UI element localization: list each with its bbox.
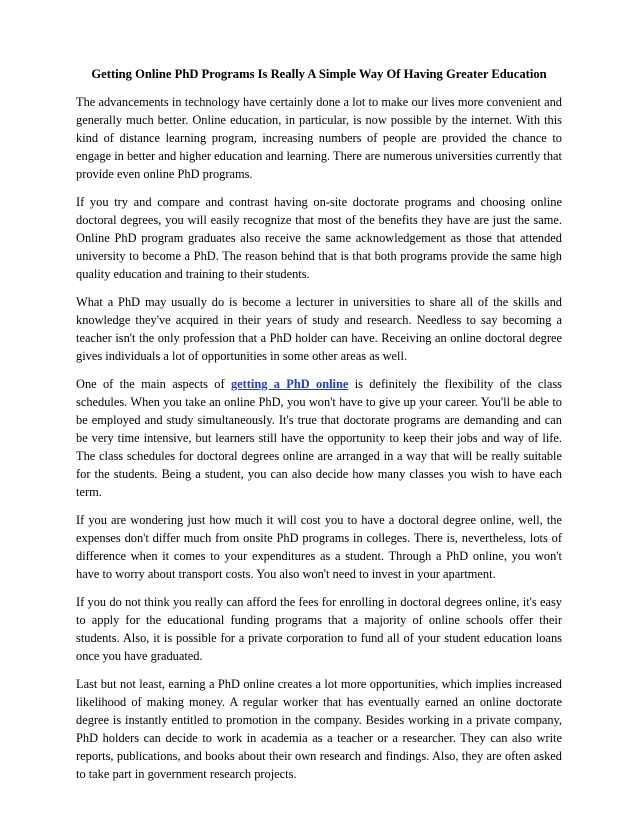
getting-phd-online-link[interactable]: getting a PhD online <box>230 376 349 391</box>
paragraph-5: If you are wondering just how much it will cost you to have a doctoral degree online, well, the expenses don't differ much from onsite PhD programs in colleges. There is, nevertheless, lots of difference when it comes to your expenditures as a student. Through a PhD online, you won't have to worry about transport costs. You also won't need to invest in your apartment. <box>76 512 562 582</box>
document-title: Getting Online PhD Programs Is Really A Simple Way Of Having Greater Education <box>91 67 547 81</box>
paragraph-6: If you do not think you really can afford the fees for enrolling in doctoral degrees online, it's easy to apply for the educational funding programs that a majority of online schools offer their students. Also, it is possible for a private corporation to fund all of your student education loans once you have graduated. <box>76 594 562 664</box>
paragraph-3: What a PhD may usually do is become a lecturer in universities to share all of the skills and knowledge they've acquired in their years of study and research. Needless to say becoming a teacher isn't the only profession that a PhD holder can have. Receiving an online doctoral degree gives individuals a lot of opportunities in some other areas as well. <box>76 294 562 364</box>
paragraph-1: The advancements in technology have certainly done a lot to make our lives more convenient and generally much better. Online education, in particular, is now possible by the internet. With this kind of distance learning program, increasing numbers of people are provided the chance to engage in better and higher education and learning. There are numerous universities currently that provide even online PhD programs. <box>76 95 562 182</box>
paragraph-4-lead: One of the main aspects of <box>76 376 231 391</box>
paragraph-4-rest: is definitely the flexibility of the class schedules. When you take an online PhD, you won't have to give up your career. You'll be able to be employed and study simultaneously. It's true that doctorate programs are demanding and can be very time intensive, but learners still have the opportunity to keep their jobs and way of life. The class schedules for doctoral degrees online are arranged in a way that will be really suitable for the students. Being a student, you can also decide how many classes you wish to have each term. <box>76 376 562 500</box>
paragraph-2: If you try and compare and contrast having on-site doctorate programs and choosing online doctoral degrees, you will easily recognize that most of the benefits they have are just the same. Online PhD program graduates also receive the same acknowledgement as those that attended university to become a PhD. The reason behind that is that both programs provide the same high quality education and training to their students. <box>76 194 562 282</box>
paragraph-4 <box>76 375 562 502</box>
document-page <box>76 66 562 793</box>
paragraph-7: Last but not least, earning a PhD online creates a lot more opportunities, which implies increased likelihood of making money. A regular worker that has eventually earned an online doctorate degree is instantly entitled to promotion in the company. Besides working in a private company, PhD holders can decide to work in academia as a teacher or a researcher. They can also write reports, publications, and books about their own research and findings. Also, they are often asked to take part in government research projects. <box>76 676 562 782</box>
